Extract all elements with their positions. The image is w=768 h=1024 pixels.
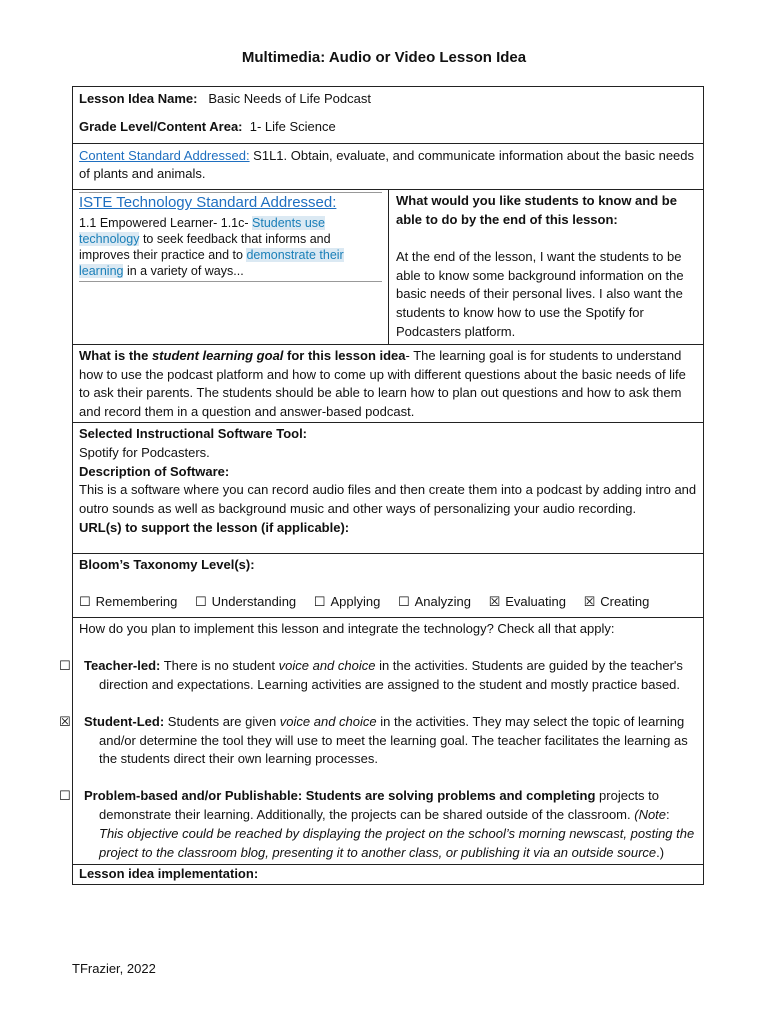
bloom-label-applying: Applying: [330, 593, 381, 609]
teacher-led-text-2: in the activities. Students are guided by the teacher's direction and expectations. Learning activities are assigned to the student and mostly practice based.: [99, 658, 683, 692]
iste-box: [79, 192, 382, 282]
bloom-label-analyzing: Analyzing: [414, 593, 471, 609]
problem-based-option[interactable]: ☐ Problem-based and/or Publishable: Students are solving problems and completing projects to demonstrate their learning. Additionally, the projects can be shared outside of the classroom. (Note: This objective could be reached by displaying the project on the school’s morning newscast, posting the project to the classroom blog, presenting it to another class, or publishing it via an outside source.): [59, 788, 695, 860]
grade-level-label: Grade Level/Content Area:: [79, 118, 243, 134]
teacher-led-label: Teacher-led:: [84, 658, 161, 674]
know-question: What would you like students to know and be able to do by the end of this lesson:: [396, 193, 677, 227]
goal-text: - The learning goal is for students to understand how to use the podcast platform and how to come up with different questions about the basic needs of life to ask their parents. The students should be able to learn how to plan out questions and how to ask them and record them in a question and answer-based podcast.: [79, 347, 686, 420]
software-url-label: URL(s) to support the lesson (if applicable):: [79, 519, 350, 535]
bloom-item-analyzing[interactable]: [398, 594, 471, 609]
checkbox-icon[interactable]: ☐: [79, 593, 91, 609]
grade-level-line: [79, 118, 697, 137]
note-text: This objective could be reached by displaying the project on the school’s morning newscast, posting the project to the classroom blog, presenting it to another class, or publishing it via an outside source: [99, 825, 695, 860]
checkbox-checked-icon[interactable]: ☒: [488, 593, 501, 609]
software-tool-label: Selected Instructional Software Tool:: [79, 425, 308, 441]
bloom-label-remembering: Remembering: [95, 593, 178, 609]
bloom-item-creating[interactable]: [584, 594, 650, 609]
iste-text: [79, 215, 382, 279]
bloom-levels: [79, 593, 697, 612]
bloom-label-understanding: Understanding: [211, 593, 297, 609]
goal-label-pre: What is the: [79, 347, 152, 363]
learning-goal-row: [73, 345, 703, 423]
content-standard-label: Content Standard Addressed:: [79, 147, 250, 163]
bloom-item-understanding[interactable]: [195, 594, 296, 609]
content-standard-row: [73, 144, 703, 191]
lesson-name-label: Lesson Idea Name:: [79, 91, 198, 106]
grade-level-value: 1- Life Science: [249, 118, 336, 134]
note-open: (Note: [634, 806, 667, 822]
iste-highlight-1: Students use technology: [79, 216, 325, 247]
page-title: Multimedia: Audio or Video Lesson Idea: [241, 49, 527, 66]
bloom-label: Bloom’s Taxonomy Level(s):: [79, 556, 255, 572]
goal-label-em: student learning goal: [151, 347, 284, 363]
implement-row: [59, 618, 703, 865]
lesson-name-line: [79, 90, 697, 109]
software-desc-value: This is a software where you can record audio files and then create them into a podcast by adding intro and outro sounds as well as background music and other ways of personalizing your audio recording.: [79, 482, 697, 517]
teacher-led-em: voice and choice: [278, 658, 376, 674]
bloom-label-evaluating: Evaluating: [505, 593, 566, 609]
bloom-item-applying[interactable]: [314, 594, 381, 609]
checkbox-icon[interactable]: ☐: [194, 593, 207, 609]
implement-question: How do you plan to implement this lesson and integrate the technology? Check all that apply:: [79, 621, 615, 637]
checkbox-icon[interactable]: ☐: [313, 593, 326, 609]
student-led-em: voice and choice: [279, 713, 377, 729]
know-answer: At the end of the lesson, I want the students to be able to know some background information on the basic needs of their personal lives. I also want the students to know how to use the Spotify for Podcasters platform.: [396, 248, 684, 339]
implementation-row: [73, 865, 703, 885]
checkbox-checked-icon[interactable]: ☒: [583, 593, 596, 609]
teacher-led-option[interactable]: ☐ Teacher-led: There is no student voice and choice in the activities. Students are guided by the teacher's direction and expectations. Learning activities are assigned to the student and mostly practice based.: [59, 658, 683, 692]
software-tool-value: Spotify for Podcasters.: [79, 444, 210, 460]
student-led-text-2: in the activities. They may select the topic of learning and/or determine the tool they will use to meet the learning goal. The teacher facilitates the learning as the students direct their own learning processes.: [99, 713, 688, 767]
bloom-label-creating: Creating: [600, 593, 650, 609]
content-standard-value: S1L1. Obtain, evaluate, and communicate information about the basic needs of plants and animals.: [79, 147, 695, 182]
iste-know-row: [73, 190, 703, 345]
iste-cell: [73, 190, 389, 344]
know-cell: [389, 190, 703, 344]
implementation-label: Lesson idea implementation:: [79, 866, 259, 882]
checkbox-icon[interactable]: ☐: [397, 593, 410, 609]
problem-based-label: Problem-based and/or Publishable: Students are solving problems and completing: [84, 788, 596, 804]
software-desc-label: Description of Software:: [79, 463, 230, 479]
iste-label: ISTE Technology Standard Addressed:: [79, 194, 337, 212]
iste-prefix: 1.1 Empowered Learner- 1.1c-: [79, 216, 253, 231]
note-close: .): [656, 844, 665, 860]
student-led-label: Student-Led:: [84, 713, 165, 729]
student-led-option[interactable]: ☒ Student-Led: Students are given voice and choice in the activities. They may select the topic of learning and/or determine the tool they will use to meet the learning goal. The teacher facilitates the learning as the students direct their own learning processes.: [59, 713, 688, 767]
iste-text-4: in a variety of ways...: [123, 264, 244, 279]
bloom-item-remembering[interactable]: [79, 594, 177, 609]
footer-credit: TFrazier, 2022: [72, 961, 156, 976]
iste-highlight-2: demonstrate their learning: [79, 248, 344, 279]
goal-label-post: for this lesson idea: [283, 347, 406, 363]
lesson-plan-table: [59, 86, 704, 885]
lesson-name-value: Basic Needs of Life Podcast: [208, 91, 371, 106]
bloom-item-evaluating[interactable]: [489, 594, 566, 609]
lesson-info-row: [73, 87, 703, 144]
bloom-row: [73, 554, 703, 619]
student-led-text-1: Students are given: [164, 713, 280, 729]
note-colon: :: [666, 806, 670, 822]
problem-based-text: projects to demonstrate their learning. Additionally, the projects can be shared outside of the classroom.: [99, 788, 660, 822]
iste-text-2: to seek feedback that informs and improves their practice and to: [79, 232, 331, 263]
software-row: [73, 423, 703, 554]
teacher-led-text-1: There is no student: [160, 658, 279, 674]
